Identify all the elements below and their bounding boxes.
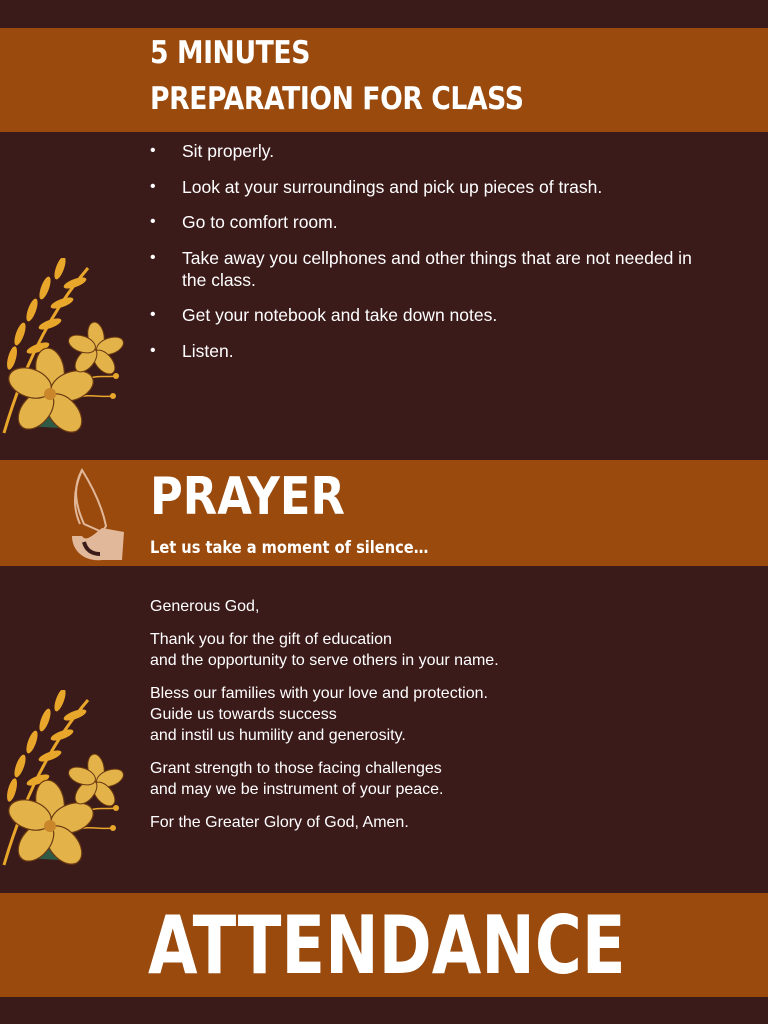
bullet-icon: • — [150, 142, 156, 159]
title-line-1: 5 MINUTES — [150, 35, 310, 71]
prayer-paragraph: Grant strength to those facing challenges and may we be instrument of your peace. — [150, 760, 444, 798]
section-title-prayer: PRAYER — [150, 467, 345, 527]
bullet-icon: • — [150, 306, 156, 323]
prayer-text — [150, 596, 670, 845]
prayer-paragraph: Thank you for the gift of education and the opportunity to serve others in your name. — [150, 631, 499, 669]
title-line-2: PREPARATION FOR CLASS — [150, 81, 524, 117]
section-title-preparation — [150, 30, 524, 122]
section-subtitle: Let us take a moment of silence… — [150, 538, 429, 558]
list-item: • Take away you cellphones and other things that are not needed in the class. — [150, 247, 692, 290]
wheat-and-flowers-icon — [0, 258, 135, 438]
section-title-attendance: ATTENDANCE — [148, 899, 626, 992]
praying-hands-icon — [62, 466, 128, 562]
prayer-paragraph: Bless our families with your love and protection. Guide us towards success and instil us humility and generosity. — [150, 685, 488, 744]
list-item: • Look at your surroundings and pick up pieces of trash. — [150, 176, 603, 197]
prayer-paragraph: For the Greater Glory of God, Amen. — [150, 814, 409, 831]
list-item: • Sit properly. — [150, 141, 275, 161]
bullet-icon: • — [150, 213, 156, 230]
list-item: • Go to comfort room. — [150, 212, 338, 232]
bullet-icon: • — [150, 248, 156, 266]
bullet-icon: • — [150, 177, 156, 195]
prayer-paragraph: Generous God, — [150, 598, 260, 615]
list-item: • Listen. — [150, 340, 234, 361]
wheat-and-flowers-icon — [0, 690, 135, 870]
bullet-icon: • — [150, 341, 156, 359]
preparation-list — [150, 140, 710, 375]
list-item: • Get your notebook and take down notes. — [150, 305, 498, 325]
